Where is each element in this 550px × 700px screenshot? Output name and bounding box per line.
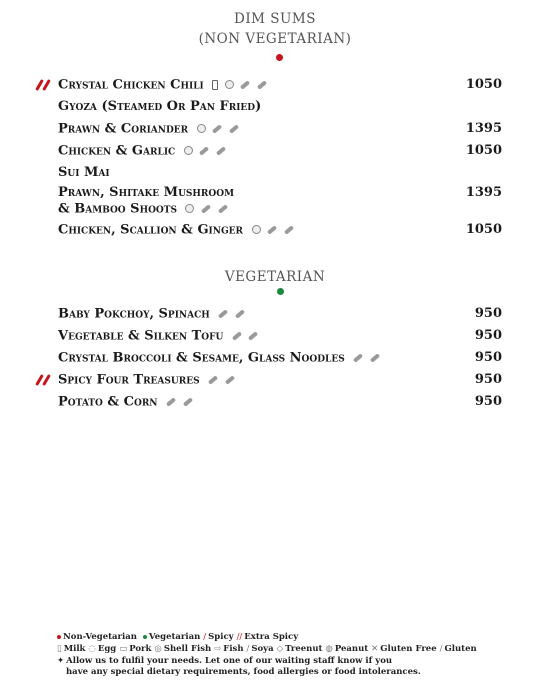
menu-item-price: 950 [474,372,502,387]
menu-item-continued [58,201,502,218]
extra-spicy-icon: // [236,632,243,642]
menu-item-price: 950 [474,394,502,409]
menu-item-name: Chicken & Garlic [58,143,176,159]
shell-fish-icon: ◎ [154,644,162,654]
menu-item-name: Vegetable & Silken Tofu [58,328,224,344]
legend-line-2 [57,644,477,655]
gluten-icon [216,146,226,155]
gluten-icon [212,124,222,133]
legend-line-1 [57,632,298,643]
menu-item [58,121,502,138]
veg-dot-icon [143,635,147,639]
legend-treenut: Treenut [285,644,323,654]
menu-item-price: 950 [474,306,502,321]
gluten-icon [182,397,192,406]
menu-item [58,372,502,389]
legend-veg: Vegetarian [148,632,201,642]
allergen-icons [184,143,228,159]
menu-item [58,222,502,239]
menu-item-name: Crystal Chicken Chili [58,77,204,93]
menu-item [58,306,502,323]
menu-item-name: Baby Pokchoy, Spinach [58,306,210,322]
legend-note [57,656,392,667]
gluten-icon [208,375,218,384]
legend-spicy: Spicy [208,632,234,642]
gluten-icon [229,124,239,133]
menu-item [58,328,502,345]
menu-item-name: Sui Mai [58,165,110,180]
gluten-icon [217,204,227,213]
extra-spicy-icon [34,374,54,386]
gluten-icon [235,309,245,318]
soya-icon: ∕ [246,644,250,654]
milk-icon [212,80,218,90]
gluten-icon [283,225,293,234]
legend-extra-spicy: Extra Spicy [244,632,299,642]
menu-item-name: Prawn & Coriander [58,121,189,137]
allergen-icons [208,372,237,388]
gluten-icon [370,353,380,362]
menu-item [58,165,502,181]
allergen-icons [212,77,269,93]
extra-spicy-icon [34,79,54,91]
legend-pork: Pork [129,644,152,654]
gluten-icon [199,146,209,155]
peanut-icon: ◍ [325,644,333,654]
shell-fish-icon [184,146,193,155]
menu-item-price: 1050 [465,77,502,92]
legend-note-line2: have any special dietary requirements, food allergies or food intolerances. [66,667,421,677]
legend-gluten-free: Gluten Free [380,644,437,654]
pork-icon: ▭ [119,644,128,654]
shell-fish-icon [185,204,194,213]
menu-item-price: 1050 [465,143,502,158]
gluten-icon [240,80,250,89]
allergen-icons [185,201,229,217]
gluten-icon [218,309,228,318]
shell-fish-icon [197,124,206,133]
spicy-icon: / [203,632,207,642]
menu-item-price: 1050 [465,222,502,237]
non-veg-dot-icon [276,54,283,61]
menu-item-name: Crystal Broccoli & Sesame, Glass Noodles [58,350,345,366]
allergen-icons [166,394,195,410]
menu-item-name: Prawn, Shitake Mushroom [58,185,235,200]
egg-icon: ◌ [88,644,96,654]
gluten-icon [201,204,211,213]
legend-note-line1: Allow us to fulfil your needs. Let one of our waiting staff know if you [66,656,393,666]
section-title-vegetarian: VEGETARIAN [224,269,326,285]
allergen-icons [197,121,241,137]
menu-item [58,350,502,367]
non-veg-dot-icon [57,635,61,639]
legend-gluten: Gluten [444,644,477,654]
legend-note-continued [66,667,421,678]
menu-item-price: 950 [474,328,502,343]
treenut-icon: ◇ [276,644,284,654]
veg-dot-icon [277,288,284,295]
menu-item [58,185,502,201]
menu-item [58,77,502,94]
menu-item [58,143,502,160]
allergen-icons [218,306,247,322]
menu-item-name: Spicy Four Treasures [58,372,200,388]
menu-item-name: Gyoza (Steamed Or Pan Fried) [58,99,262,114]
note-bullet-icon: ✦ [57,656,65,666]
section-title-dim-sums: DIM SUMS [234,11,316,27]
gluten-icon [225,375,235,384]
menu-item-name-line2: & Bamboo Shoots [58,201,177,217]
legend-egg: Egg [97,644,117,654]
legend-milk: Milk [63,644,86,654]
allergen-icons [232,328,261,344]
legend-non-veg: Non-Vegetarian [63,632,137,642]
gluten-icon: ∕ [439,644,443,654]
legend-soya: Soya [251,644,274,654]
gluten-icon [353,353,363,362]
gluten-icon [232,331,242,340]
menu-item-price: 950 [474,350,502,365]
section-subtitle-non-vegetarian: (NON VEGETARIAN) [198,31,352,47]
menu-item-price: 1395 [465,185,502,200]
shell-fish-icon [252,225,261,234]
gluten-icon [248,331,258,340]
shell-fish-icon [225,80,234,89]
legend-peanut: Peanut [334,644,369,654]
menu-item-name: Chicken, Scallion & Ginger [58,222,244,238]
legend-shellfish: Shell Fish [163,644,212,654]
gluten-icon [257,80,267,89]
menu-item-price: 1395 [465,121,502,136]
gluten-icon [166,397,176,406]
allergen-icons [252,222,296,238]
menu-item-name: Potato & Corn [58,394,158,410]
allergen-icons [353,350,382,366]
fish-icon: ⇨ [214,644,222,654]
menu-item [58,394,502,411]
menu-item [58,99,502,115]
milk-icon: ▯ [57,644,62,654]
gluten-icon [267,225,277,234]
legend-fish: Fish [223,644,244,654]
gluten-free-icon: ✕ [371,644,379,654]
